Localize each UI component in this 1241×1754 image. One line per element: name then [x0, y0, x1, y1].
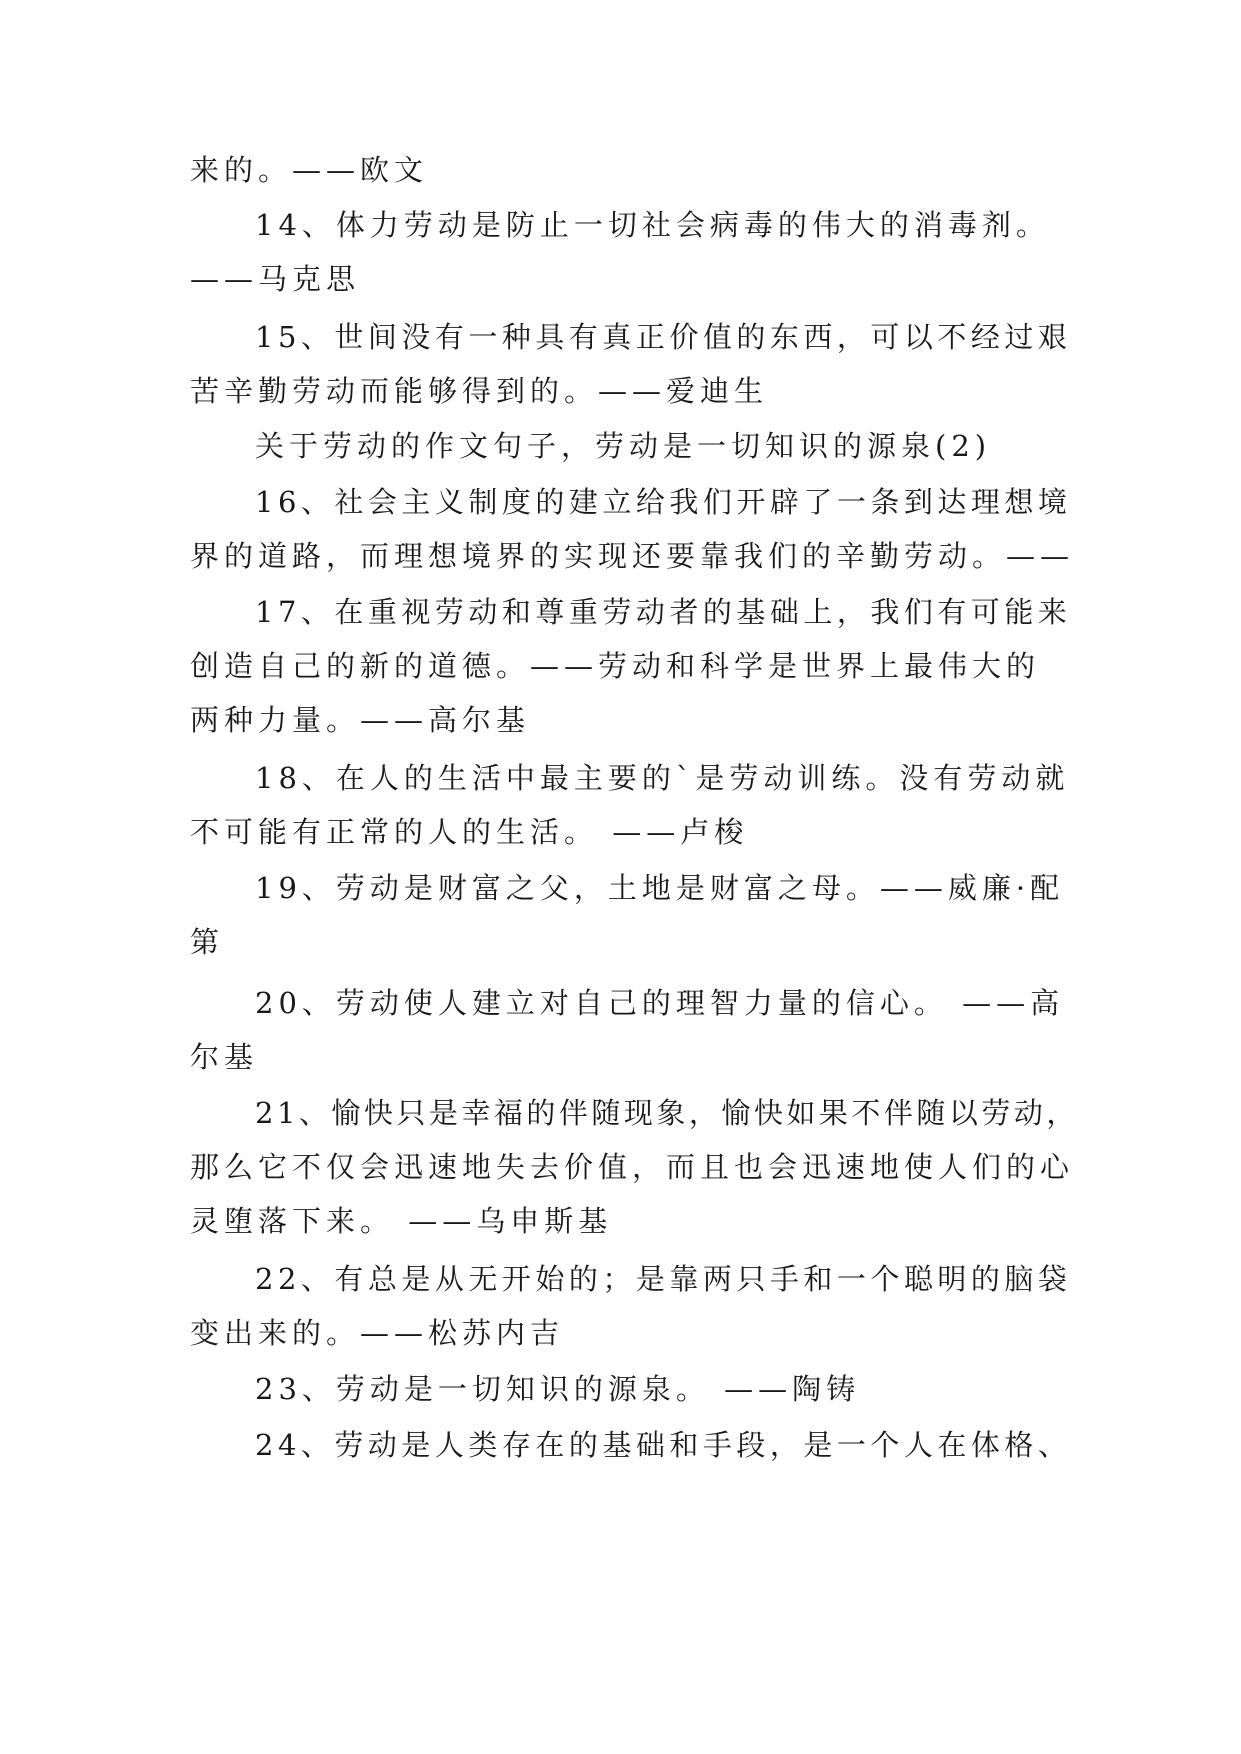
quote-17-line-3: 两种力量。——高尔基 [190, 703, 531, 737]
quote-21-line-3: 灵堕落下来。 ——乌申斯基 [190, 1204, 613, 1238]
quote-24-line-1: 24、劳动是人类存在的基础和手段，是一个人在体格、 [255, 1428, 1072, 1462]
quote-23-line-1: 23、劳动是一切知识的源泉。 ——陶铸 [255, 1372, 861, 1406]
quote-18-line-1: 18、在人的生活中最主要的`是劳动训练。没有劳动就 [255, 761, 1070, 795]
text-line: 来的。——欧文 [190, 153, 429, 187]
quote-15-line-1: 15、世间没有一种具有真正价值的东西，可以不经过艰 [255, 320, 1072, 354]
quote-15-line-2: 苦辛勤劳动而能够得到的。——爱迪生 [190, 374, 769, 408]
section-heading: 关于劳动的作文句子，劳动是一切知识的源泉(2) [255, 429, 992, 463]
quote-21-line-2: 那么它不仅会迅速地失去价值，而且也会迅速地使人们的心 [190, 1150, 1075, 1184]
quote-21-line-1: 21、愉快只是幸福的伴随现象，愉快如果不伴随以劳动， [255, 1096, 1079, 1130]
quote-17-line-2: 创造自己的新的道德。——劳动和科学是世界上最伟大的 [190, 649, 1041, 683]
quote-19-line-2: 第 [190, 925, 225, 959]
quote-16-line-1: 16、社会主义制度的建立给我们开辟了一条到达理想境 [255, 485, 1072, 519]
quote-16-line-2: 界的道路，而理想境界的实现还要靠我们的辛勤劳动。—— [190, 539, 1075, 573]
quote-14-line-1: 14、体力劳动是防止一切社会病毒的伟大的消毒剂。 [255, 208, 1050, 242]
quote-20-line-2: 尔基 [190, 1040, 259, 1074]
quote-20-line-1: 20、劳动使人建立对自己的理智力量的信心。 ——高 [255, 986, 1065, 1020]
quote-19-line-1: 19、劳动是财富之父，土地是财富之母。——威廉·配 [255, 871, 1065, 905]
quote-14-line-2: ——马克思 [190, 262, 361, 296]
quote-18-line-2: 不可能有正常的人的生活。 ——卢梭 [190, 815, 749, 849]
quote-22-line-2: 变出来的。——松苏内吉 [190, 1316, 565, 1350]
quote-17-line-1: 17、在重视劳动和尊重劳动者的基础上，我们有可能来 [255, 595, 1072, 629]
quote-22-line-1: 22、有总是从无开始的；是靠两只手和一个聪明的脑袋 [255, 1262, 1072, 1296]
